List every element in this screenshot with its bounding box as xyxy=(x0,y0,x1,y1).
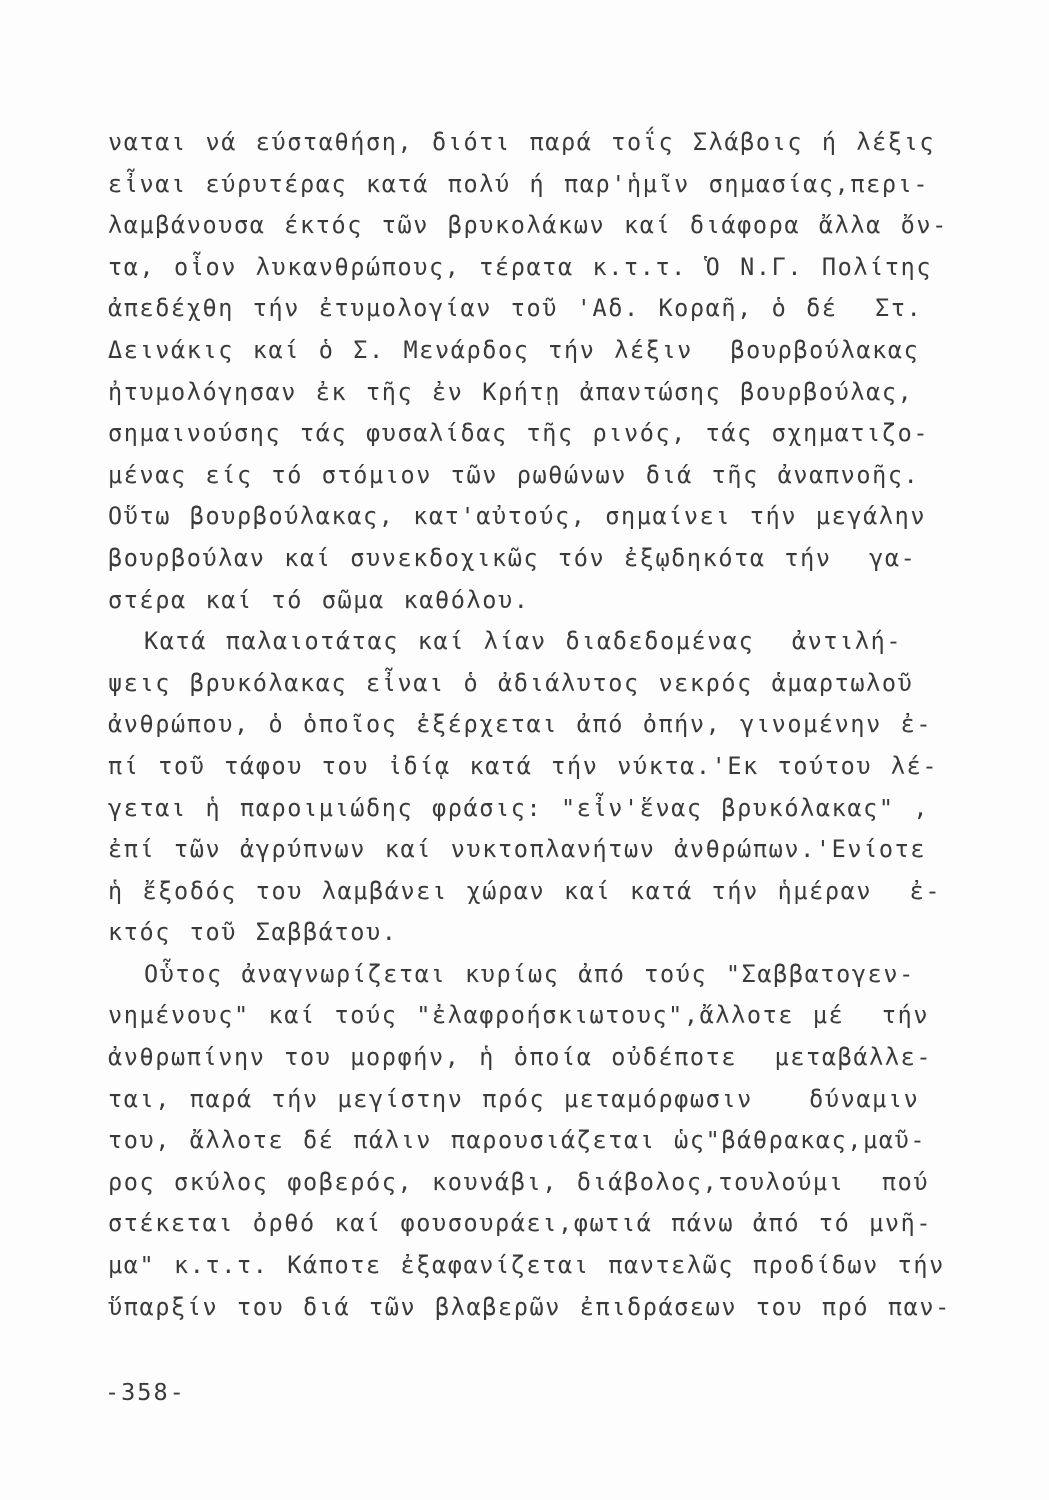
text-line: νημένους" καί τούς "ἐλαφροήσκιωτους",ἄλλοτε μέ τήν xyxy=(108,1001,930,1030)
text-line: κτός τοῦ Σαββάτου. xyxy=(108,918,398,947)
text-line: στέρα καί τό σῶμα καθόλου. xyxy=(108,585,530,614)
text-line: ὕπαρξίν του διά τῶν βλαβερῶν ἐπιδράσεων του πρό παν- xyxy=(108,1292,951,1321)
body-text xyxy=(108,122,988,1328)
text-line: λαμβάνουσα έκτός τῶν βρυκολάκων καί διάφορα ἄλλα ὄν- xyxy=(108,211,948,240)
text-line: ναται νά εύσταθήση, διότι παρά τοΐς Σλάβοις ή λέξις xyxy=(108,128,936,156)
text-line: μένας είς τό στόμιον τῶν ρωθώνων διά τῆς ἀναπνοῆς. xyxy=(108,460,920,489)
text-line: Δεινάκις καί ὁ Σ. Μενάρδος τήν λέξιν βουρβούλακας xyxy=(108,335,920,364)
text-line: μα" κ.τ.τ. Κάποτε ἐξαφανίζεται παντελῶς προδίδων τήν xyxy=(108,1251,945,1280)
paragraph-start-line: Οὗτος ἀναγνωρίζεται κυρίως ἀπό τούς "Σαββατογεν- xyxy=(144,959,915,988)
text-line: ἀνθρωπίνην του μορφήν, ἡ ὁποία οὐδέποτε μεταβάλλε- xyxy=(108,1043,933,1072)
text-line: πί τοῦ τάφου του ἰδίᾳ κατά τήν νύκτα.'Εκ τούτου λέ- xyxy=(108,751,939,780)
text-line: ψεις βρυκόλακας εἶναι ὁ ἀδιάλυτος νεκρός ἁμαρτωλοῦ xyxy=(108,668,914,697)
text-line: ρος σκύλος φοβερός, κουνάβι, διάβολος,τουλούμι πού xyxy=(108,1167,930,1196)
text-line: ἀπεδέχθη τήν ἐτυμολογίαν τοῦ 'Αδ. Κοραῆ, ὁ δέ Στ. xyxy=(108,294,923,323)
text-line: ἐπί τῶν ἀγρύπνων καί νυκτοπλανήτων ἀνθρώπων.'Ενίοτε xyxy=(108,835,927,864)
text-line: σημαινούσης τάς φυσαλίδας τῆς ρινός, τάς σχηματιζο- xyxy=(108,419,930,448)
text-line: ἀνθρώπου, ὁ ὁποῖος ἐξέρχεται ἀπό ὀπήν, γινομένην ἐ- xyxy=(108,710,933,739)
text-line: βουρβούλαν καί συνεκδοχικῶς τόν ἐξῳδηκότα τήν γα- xyxy=(108,543,917,572)
text-line: ται, παρά τήν μεγίστην πρός μεταμόρφωσιν δύναμιν xyxy=(108,1084,920,1113)
text-line: εἶναι εύρυτέρας κατά πολύ ή παρ'ἡμῖν σημασίας,περι- xyxy=(108,169,930,198)
text-line: γεται ἡ παροιμιώδης φράσις: "εἶν'ἕνας βρυκόλακας" , xyxy=(108,793,930,822)
text-line: ἠτυμολόγησαν ἐκ τῆς ἐν Κρήτῃ ἀπαντώσης βουρβούλας, xyxy=(108,377,914,406)
text-line: Οὕτω βουρβούλακας, κατ'αὐτούς, σημαίνει τήν μεγάλην xyxy=(108,502,927,531)
text-line: στέκεται ὀρθό καί φουσουράει,φωτιά πάνω ἀπό τό μνῆ- xyxy=(108,1209,933,1238)
paragraph-start-line: Κατά παλαιοτάτας καί λίαν διαδεδομένας ἀντιλή- xyxy=(144,627,903,656)
text-line: του, ἄλλοτε δέ πάλιν παρουσιάζεται ὡς"βάθρακας,μαῦ- xyxy=(108,1126,927,1155)
text-line: ἡ ἔξοδός του λαμβάνει χώραν καί κατά τήν ἡμέραν ἐ- xyxy=(108,876,942,905)
text-line: τα, οἷον λυκανθρώπους, τέρατα κ.τ.τ. Ὁ Ν.Γ. Πολίτης xyxy=(108,252,933,281)
page-number: -358- xyxy=(105,1378,186,1406)
